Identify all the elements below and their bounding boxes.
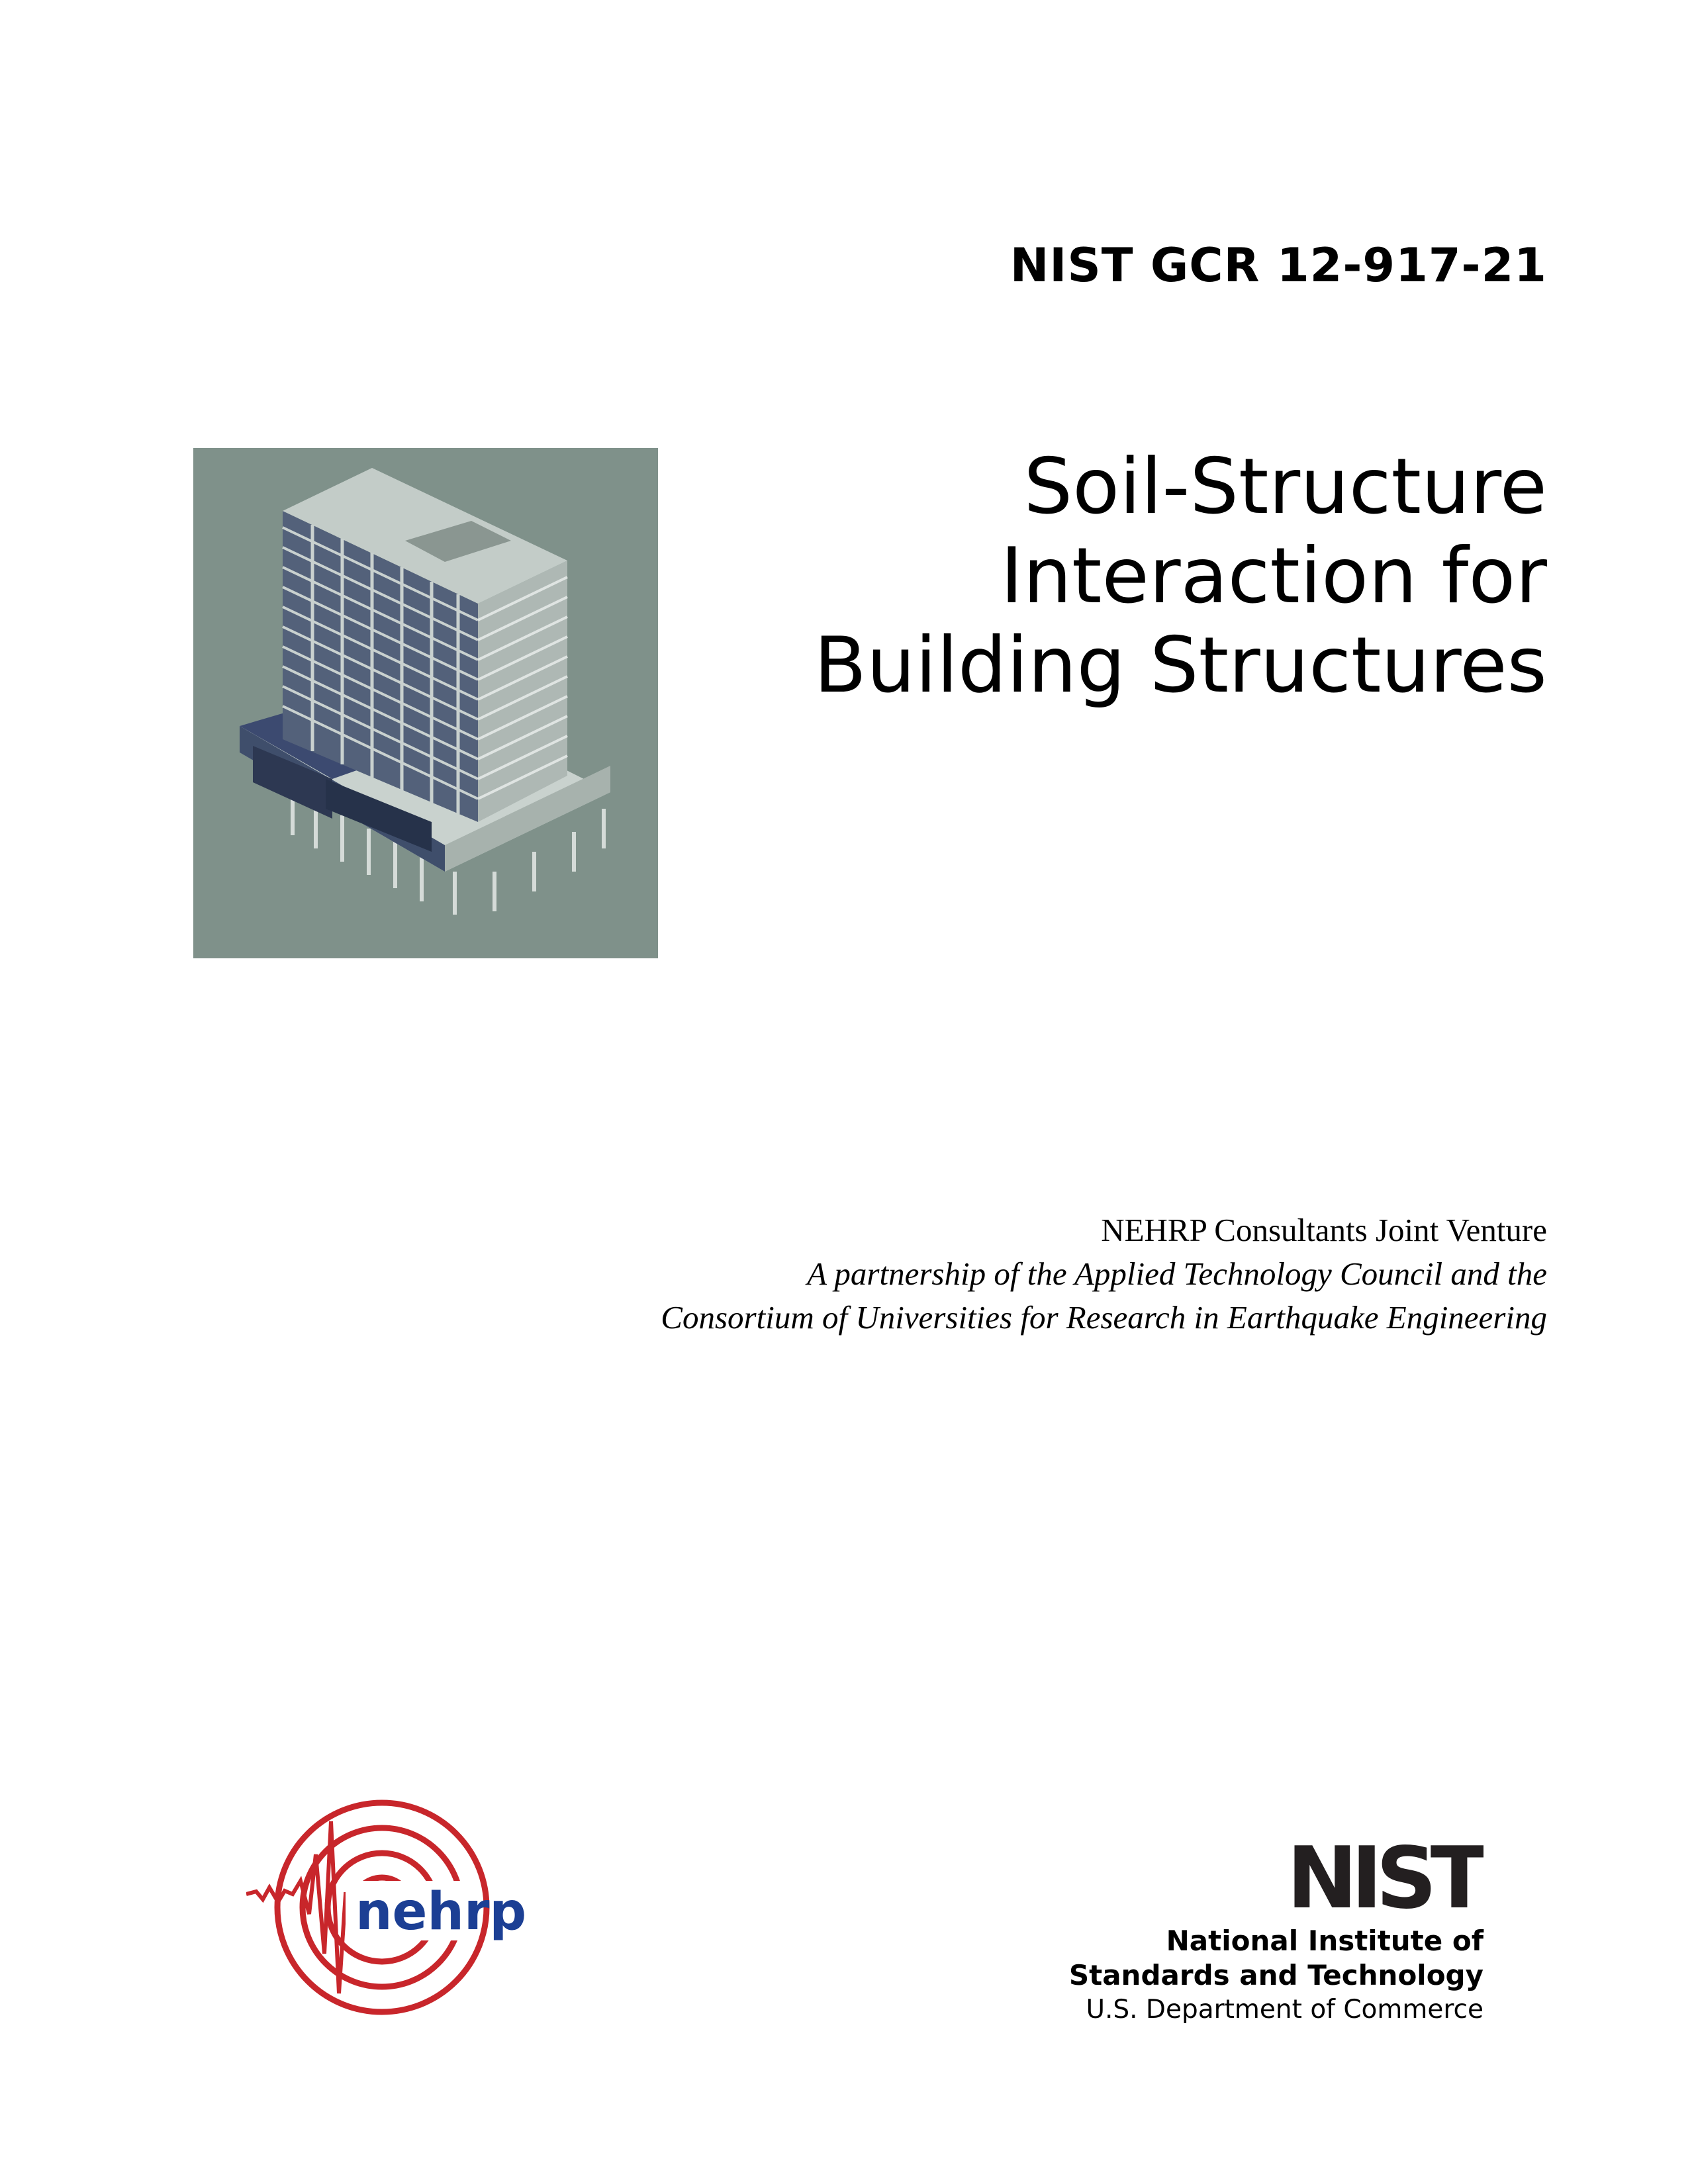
organization-name: NEHRP Consultants Joint Venture <box>1101 1212 1547 1248</box>
report-number: NIST GCR 12-917-21 <box>1010 238 1547 293</box>
organization-description-2: Consortium of Universities for Research in Earthquake Engineering <box>661 1299 1547 1336</box>
document-title <box>814 442 1548 710</box>
nist-department-line: U.S. Department of Commerce <box>1086 1995 1483 2025</box>
building-illustration <box>193 448 658 958</box>
organization-description-1: A partnership of the Applied Technology Council and the <box>807 1255 1547 1292</box>
title-line-2: Interaction for <box>1000 531 1547 621</box>
nist-logo <box>1053 1841 1483 2033</box>
nehrp-wordmark: nehrp <box>355 1882 527 1942</box>
nist-name-line-2: Standards and Technology <box>1068 1959 1483 1991</box>
svg-text:NIST: NIST <box>1286 1841 1482 1914</box>
nist-name-line-1: National Institute of <box>1166 1925 1483 1957</box>
nehrp-logo <box>246 1795 555 2020</box>
nist-wordmark <box>1222 1841 1483 1914</box>
organization-block <box>661 1208 1547 1340</box>
title-line-3: Building Structures <box>814 621 1547 710</box>
title-line-1: Soil-Structure <box>1023 442 1547 531</box>
